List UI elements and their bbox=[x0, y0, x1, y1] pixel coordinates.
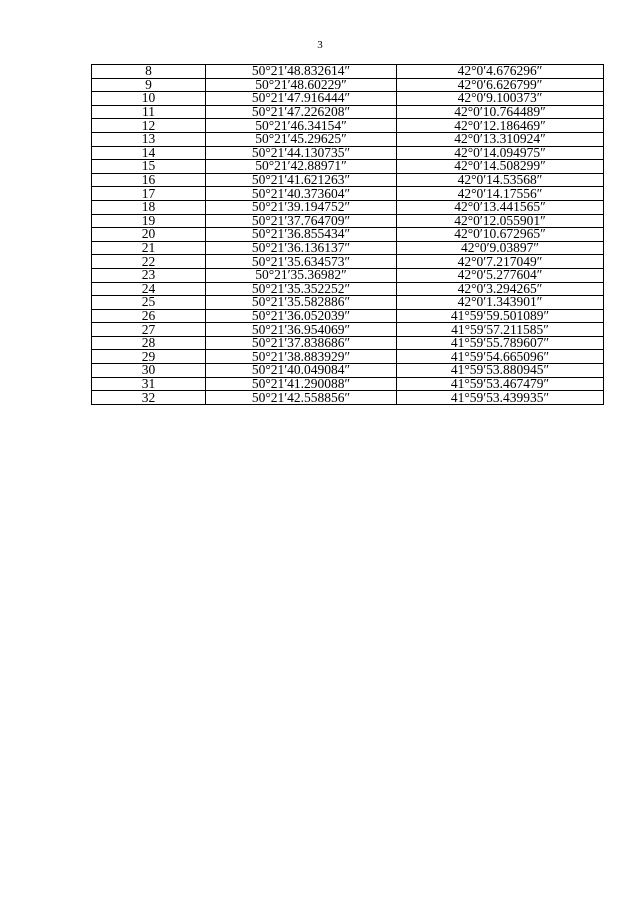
table-row bbox=[92, 78, 604, 92]
longitude-cell: 42°0′1.343901″ bbox=[397, 296, 604, 310]
latitude-cell: 50°21′36.855434″ bbox=[206, 228, 397, 242]
latitude-cell: 50°21′44.130735″ bbox=[206, 146, 397, 160]
latitude-cell: 50°21′35.582886″ bbox=[206, 296, 397, 310]
latitude-cell: 50°21′42.88971″ bbox=[206, 160, 397, 174]
latitude-cell: 50°21′39.194752″ bbox=[206, 200, 397, 214]
longitude-cell: 41°59′53.439935″ bbox=[397, 391, 604, 405]
latitude-cell: 50°21′36.052039″ bbox=[206, 309, 397, 323]
point-number-cell: 25 bbox=[92, 296, 206, 310]
table-row bbox=[92, 160, 604, 174]
longitude-cell: 41°59′53.467479″ bbox=[397, 377, 604, 391]
point-number-cell: 23 bbox=[92, 268, 206, 282]
point-number-cell: 20 bbox=[92, 228, 206, 242]
table-row bbox=[92, 282, 604, 296]
point-number-cell: 19 bbox=[92, 214, 206, 228]
coordinates-table-body bbox=[92, 65, 604, 405]
point-number-cell: 29 bbox=[92, 350, 206, 364]
table-row bbox=[92, 119, 604, 133]
point-number-cell: 31 bbox=[92, 377, 206, 391]
point-number-cell: 14 bbox=[92, 146, 206, 160]
table-row bbox=[92, 65, 604, 79]
longitude-cell: 42°0′12.186469″ bbox=[397, 119, 604, 133]
latitude-cell: 50°21′35.352252″ bbox=[206, 282, 397, 296]
latitude-cell: 50°21′37.838686″ bbox=[206, 336, 397, 350]
longitude-cell: 41°59′59.501089″ bbox=[397, 309, 604, 323]
latitude-cell: 50°21′40.049084″ bbox=[206, 364, 397, 378]
point-number-cell: 27 bbox=[92, 323, 206, 337]
point-number-cell: 32 bbox=[92, 391, 206, 405]
table-row bbox=[92, 377, 604, 391]
latitude-cell: 50°21′41.621263″ bbox=[206, 173, 397, 187]
latitude-cell: 50°21′38.883929″ bbox=[206, 350, 397, 364]
longitude-cell: 42°0′14.094975″ bbox=[397, 146, 604, 160]
point-number-cell: 26 bbox=[92, 309, 206, 323]
point-number-cell: 16 bbox=[92, 173, 206, 187]
longitude-cell: 42°0′13.441565″ bbox=[397, 200, 604, 214]
longitude-cell: 42°0′12.055901″ bbox=[397, 214, 604, 228]
table-row bbox=[92, 173, 604, 187]
latitude-cell: 50°21′41.290088″ bbox=[206, 377, 397, 391]
longitude-cell: 42°0′14.508299″ bbox=[397, 160, 604, 174]
latitude-cell: 50°21′36.954069″ bbox=[206, 323, 397, 337]
latitude-cell: 50°21′36.136137″ bbox=[206, 241, 397, 255]
table-row bbox=[92, 187, 604, 201]
point-number-cell: 11 bbox=[92, 105, 206, 119]
point-number-cell: 18 bbox=[92, 200, 206, 214]
longitude-cell: 42°0′14.17556″ bbox=[397, 187, 604, 201]
longitude-cell: 42°0′13.310924″ bbox=[397, 132, 604, 146]
longitude-cell: 42°0′14.53568″ bbox=[397, 173, 604, 187]
table-row bbox=[92, 92, 604, 106]
table-row bbox=[92, 336, 604, 350]
point-number-cell: 17 bbox=[92, 187, 206, 201]
table-row bbox=[92, 350, 604, 364]
point-number-cell: 28 bbox=[92, 336, 206, 350]
point-number-cell: 13 bbox=[92, 132, 206, 146]
latitude-cell: 50°21′45.29625″ bbox=[206, 132, 397, 146]
point-number-cell: 9 bbox=[92, 78, 206, 92]
table-row bbox=[92, 228, 604, 242]
point-number-cell: 12 bbox=[92, 119, 206, 133]
longitude-cell: 41°59′54.665096″ bbox=[397, 350, 604, 364]
longitude-cell: 42°0′7.217049″ bbox=[397, 255, 604, 269]
table-row bbox=[92, 200, 604, 214]
point-number-cell: 24 bbox=[92, 282, 206, 296]
longitude-cell: 42°0′4.676296″ bbox=[397, 65, 604, 79]
page-number: 3 bbox=[317, 39, 323, 51]
latitude-cell: 50°21′42.558856″ bbox=[206, 391, 397, 405]
table-row bbox=[92, 132, 604, 146]
longitude-cell: 42°0′9.03897″ bbox=[397, 241, 604, 255]
latitude-cell: 50°21′35.634573″ bbox=[206, 255, 397, 269]
table-row bbox=[92, 268, 604, 282]
latitude-cell: 50°21′47.226208″ bbox=[206, 105, 397, 119]
longitude-cell: 41°59′55.789607″ bbox=[397, 336, 604, 350]
longitude-cell: 41°59′57.211585″ bbox=[397, 323, 604, 337]
table-row bbox=[92, 309, 604, 323]
table-row bbox=[92, 296, 604, 310]
latitude-cell: 50°21′35.36982″ bbox=[206, 268, 397, 282]
table-row bbox=[92, 241, 604, 255]
longitude-cell: 42°0′5.277604″ bbox=[397, 268, 604, 282]
point-number-cell: 10 bbox=[92, 92, 206, 106]
point-number-cell: 21 bbox=[92, 241, 206, 255]
longitude-cell: 42°0′3.294265″ bbox=[397, 282, 604, 296]
point-number-cell: 22 bbox=[92, 255, 206, 269]
table-row bbox=[92, 323, 604, 337]
latitude-cell: 50°21′46.34154″ bbox=[206, 119, 397, 133]
table-row bbox=[92, 105, 604, 119]
longitude-cell: 42°0′6.626799″ bbox=[397, 78, 604, 92]
latitude-cell: 50°21′48.832614″ bbox=[206, 65, 397, 79]
table-row bbox=[92, 255, 604, 269]
point-number-cell: 15 bbox=[92, 160, 206, 174]
longitude-cell: 41°59′53.880945″ bbox=[397, 364, 604, 378]
latitude-cell: 50°21′48.60229″ bbox=[206, 78, 397, 92]
longitude-cell: 42°0′9.100373″ bbox=[397, 92, 604, 106]
latitude-cell: 50°21′37.764709″ bbox=[206, 214, 397, 228]
table-row bbox=[92, 364, 604, 378]
longitude-cell: 42°0′10.764489″ bbox=[397, 105, 604, 119]
point-number-cell: 30 bbox=[92, 364, 206, 378]
point-number-cell: 8 bbox=[92, 65, 206, 79]
longitude-cell: 42°0′10.672965″ bbox=[397, 228, 604, 242]
table-row bbox=[92, 146, 604, 160]
latitude-cell: 50°21′40.373604″ bbox=[206, 187, 397, 201]
coordinates-table bbox=[91, 64, 604, 405]
table-row bbox=[92, 391, 604, 405]
table-row bbox=[92, 214, 604, 228]
latitude-cell: 50°21′47.916444″ bbox=[206, 92, 397, 106]
